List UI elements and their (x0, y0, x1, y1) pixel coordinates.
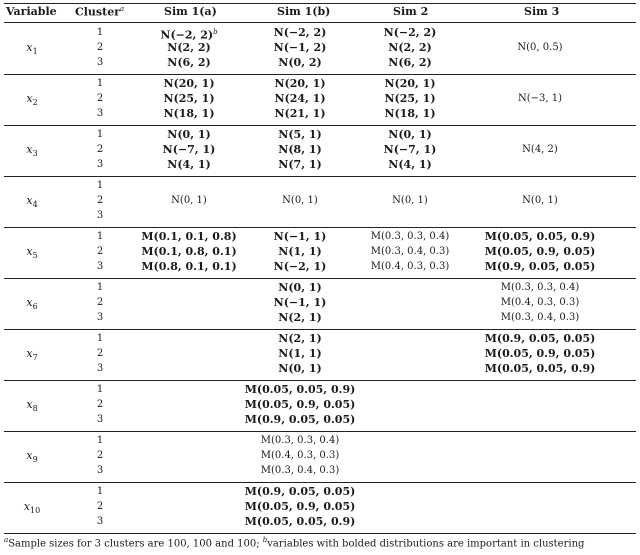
variable-subscript: 3 (32, 149, 38, 159)
cluster-label: 1 (96, 486, 104, 497)
cluster-label: 1 (96, 384, 104, 395)
sim1b-distribution: N(24, 1) (274, 92, 326, 105)
sim2-distribution: N(4, 1) (388, 158, 432, 171)
sim3-distribution: M(0.4, 0.3, 0.3) (500, 297, 580, 308)
variable-symbol: x (26, 92, 33, 105)
sim1b-distribution: N(2, 1) (278, 332, 322, 345)
sim3-distribution: M(0.3, 0.4, 0.3) (500, 312, 580, 323)
sim2-distribution: N(18, 1) (384, 107, 436, 120)
variable-subscript: 9 (32, 455, 38, 465)
sim1b-distribution: M(0.05, 0.05, 0.9) (244, 383, 356, 396)
sim1b-distribution: M(0.4, 0.3, 0.3) (260, 450, 340, 461)
variable-symbol: x (26, 143, 33, 156)
variable-symbol: x (26, 398, 33, 411)
header-sim1b: Sim 1(b) (277, 5, 331, 18)
variable-subscript: 2 (32, 98, 38, 108)
header-cluster-mark: a (120, 5, 125, 13)
variable-subscript: 5 (32, 251, 38, 261)
cluster-label: 2 (96, 195, 104, 206)
cluster-label: 2 (96, 42, 104, 53)
first-cell-mark: b (213, 28, 218, 36)
variable-symbol: x (26, 245, 33, 258)
variable-cell (6, 295, 58, 314)
variable-subscript: 7 (32, 353, 38, 363)
sim1b-distribution: N(0, 2) (278, 56, 322, 69)
row-rule (4, 431, 636, 432)
sim2-distribution: N(0, 1) (388, 128, 432, 141)
footnote-mark-a: a (4, 536, 9, 544)
variable-cell (6, 91, 58, 110)
footnote-mark-b: b (262, 536, 268, 544)
cluster-label: 1 (96, 27, 104, 38)
row-rule (4, 74, 636, 75)
variable-cell (6, 448, 58, 467)
row-rule (4, 125, 636, 126)
sim2-distribution: N(0, 1) (392, 195, 428, 206)
sim1a-distribution: N(−7, 1) (162, 143, 216, 156)
sim1a-distribution: N(0, 1) (171, 195, 207, 206)
row-rule (4, 482, 636, 483)
sim3-distribution: M(0.05, 0.9, 0.05) (484, 347, 596, 360)
cluster-label: 3 (96, 312, 104, 323)
sim3-distribution: M(0.9, 0.05, 0.05) (484, 332, 596, 345)
sim1b-distribution: N(0, 1) (282, 195, 318, 206)
cluster-label: 1 (96, 78, 104, 89)
sim1b-distribution: M(0.05, 0.05, 0.9) (244, 515, 356, 528)
sim1b-distribution: N(−2, 2) (273, 26, 327, 39)
cluster-label: 2 (96, 246, 104, 257)
cluster-label: 1 (96, 129, 104, 140)
variable-cell (6, 244, 58, 263)
cluster-label: 1 (96, 435, 104, 446)
sim1b-distribution: N(2, 1) (278, 311, 322, 324)
sim2-distribution: N(−7, 1) (383, 143, 437, 156)
sim2-distribution: M(0.4, 0.3, 0.3) (370, 261, 450, 272)
sim1b-distribution: N(1, 1) (278, 347, 322, 360)
sim1a-distribution: N(25, 1) (163, 92, 215, 105)
sim3-distribution: M(0.05, 0.05, 0.9) (484, 362, 596, 375)
cluster-label: 2 (96, 399, 104, 410)
sim1b-distribution: N(−1, 2) (273, 41, 327, 54)
sim1b-distribution: M(0.3, 0.4, 0.3) (260, 465, 340, 476)
cluster-label: 3 (96, 159, 104, 170)
sim1b-distribution: N(0, 1) (278, 281, 322, 294)
variable-cell (6, 397, 58, 416)
cluster-label: 2 (96, 297, 104, 308)
footnote (4, 536, 584, 549)
sim2-distribution: N(25, 1) (384, 92, 436, 105)
header-rule (4, 22, 636, 23)
header-cluster: Cluster$^a$ (75, 5, 125, 19)
variable-symbol: x (26, 41, 33, 54)
sim1b-distribution: N(−1, 1) (273, 230, 327, 243)
sim1b-distribution: N(21, 1) (274, 107, 326, 120)
sim1a-distribution: N(4, 1) (167, 158, 211, 171)
sim1a-distribution: N(20, 1) (163, 77, 215, 90)
cluster-label: 3 (96, 363, 104, 374)
sim1a-distribution: N(2, 2) (167, 41, 211, 54)
cluster-label: 1 (96, 282, 104, 293)
row-rule (4, 227, 636, 228)
distribution-text: N(−2, 2) (160, 28, 214, 42)
cluster-label: 2 (96, 348, 104, 359)
variable-subscript: 1 (32, 47, 38, 57)
sim1b-distribution: M(0.9, 0.05, 0.05) (244, 485, 356, 498)
sim3-distribution: N(0, 0.5) (517, 42, 563, 53)
header-sim3: Sim 3 (524, 5, 560, 18)
sim3-distribution: N(0, 1) (522, 195, 558, 206)
sim1b-distribution: N(20, 1) (274, 77, 326, 90)
cluster-label: 2 (96, 501, 104, 512)
sim1a-distribution: M(0.1, 0.1, 0.8) (141, 230, 237, 243)
sim2-distribution: M(0.3, 0.3, 0.4) (370, 231, 450, 242)
row-rule (4, 380, 636, 381)
header-sim2: Sim 2 (393, 5, 429, 18)
header-sim1a: Sim 1(a) (164, 5, 217, 18)
variable-cell (6, 193, 58, 212)
sim3-distribution: N(−3, 1) (517, 93, 562, 104)
variable-symbol: x (26, 347, 33, 360)
sim2-distribution: N(20, 1) (384, 77, 436, 90)
sim1a-distribution: M(0.8, 0.1, 0.1) (141, 260, 237, 273)
sim2-distribution: N(2, 2) (388, 41, 432, 54)
sim1b-distribution: N(7, 1) (278, 158, 322, 171)
sim2-distribution: N(6, 2) (388, 56, 432, 69)
variable-symbol: x (26, 449, 33, 462)
sim3-distribution: M(0.05, 0.05, 0.9) (484, 230, 596, 243)
variable-subscript: 10 (30, 506, 41, 516)
cluster-label: 1 (96, 231, 104, 242)
sim2-distribution: N(−2, 2) (383, 26, 437, 39)
footnote-text-b: variables with bolded distributions are important in clustering (267, 538, 585, 550)
sim1b-distribution: M(0.9, 0.05, 0.05) (244, 413, 356, 426)
variable-cell (6, 346, 58, 365)
row-rule (4, 278, 636, 279)
variable-cell (6, 499, 58, 518)
top-rule (4, 3, 636, 4)
variable-cell (6, 40, 58, 59)
cluster-label: 2 (96, 144, 104, 155)
variable-symbol: x (23, 500, 31, 513)
cluster-label: 3 (96, 414, 104, 425)
variable-subscript: 6 (32, 302, 38, 312)
cluster-label: 3 (96, 57, 104, 68)
sim1b-distribution: N(−1, 1) (273, 296, 327, 309)
sim1a-distribution: N(18, 1) (163, 107, 215, 120)
sim1b-distribution: M(0.05, 0.9, 0.05) (244, 398, 356, 411)
sim1b-distribution: M(0.3, 0.3, 0.4) (260, 435, 340, 446)
sim1a-distribution: M(0.1, 0.8, 0.1) (141, 245, 237, 258)
variable-symbol: x (26, 194, 33, 207)
row-rule (4, 176, 636, 177)
header-variable: Variable (6, 5, 57, 18)
cluster-label: 3 (96, 210, 104, 221)
variable-cell (6, 142, 58, 161)
variable-subscript: 8 (32, 404, 38, 414)
cluster-label: 3 (96, 108, 104, 119)
sim1b-distribution: N(5, 1) (278, 128, 322, 141)
sim1b-distribution: M(0.05, 0.9, 0.05) (244, 500, 356, 513)
sim3-distribution: M(0.3, 0.3, 0.4) (500, 282, 580, 293)
sim1b-distribution: N(1, 1) (278, 245, 322, 258)
bottom-rule (4, 533, 636, 534)
sim1a-distribution: N(6, 2) (167, 56, 211, 69)
variable-subscript: 4 (32, 200, 38, 210)
cluster-label: 2 (96, 93, 104, 104)
sim2-distribution: M(0.3, 0.4, 0.3) (370, 246, 450, 257)
cluster-label: 1 (96, 333, 104, 344)
cluster-label: 2 (96, 450, 104, 461)
sim1b-distribution: N(−2, 1) (273, 260, 327, 273)
sim3-distribution: N(4, 2) (522, 144, 558, 155)
sim3-distribution: M(0.9, 0.05, 0.05) (484, 260, 596, 273)
cluster-label: 1 (96, 180, 104, 191)
sim3-distribution: M(0.05, 0.9, 0.05) (484, 245, 596, 258)
cluster-label: 3 (96, 465, 104, 476)
cluster-label: 3 (96, 516, 104, 527)
sim1a-distribution: N(0, 1) (167, 128, 211, 141)
sim1b-distribution: N(8, 1) (278, 143, 322, 156)
variable-symbol: x (26, 296, 33, 309)
cluster-label: 3 (96, 261, 104, 272)
row-rule (4, 329, 636, 330)
footnote-text-a: Sample sizes for 3 clusters are 100, 100 and 100; (8, 538, 263, 550)
sim1b-distribution: N(0, 1) (278, 362, 322, 375)
